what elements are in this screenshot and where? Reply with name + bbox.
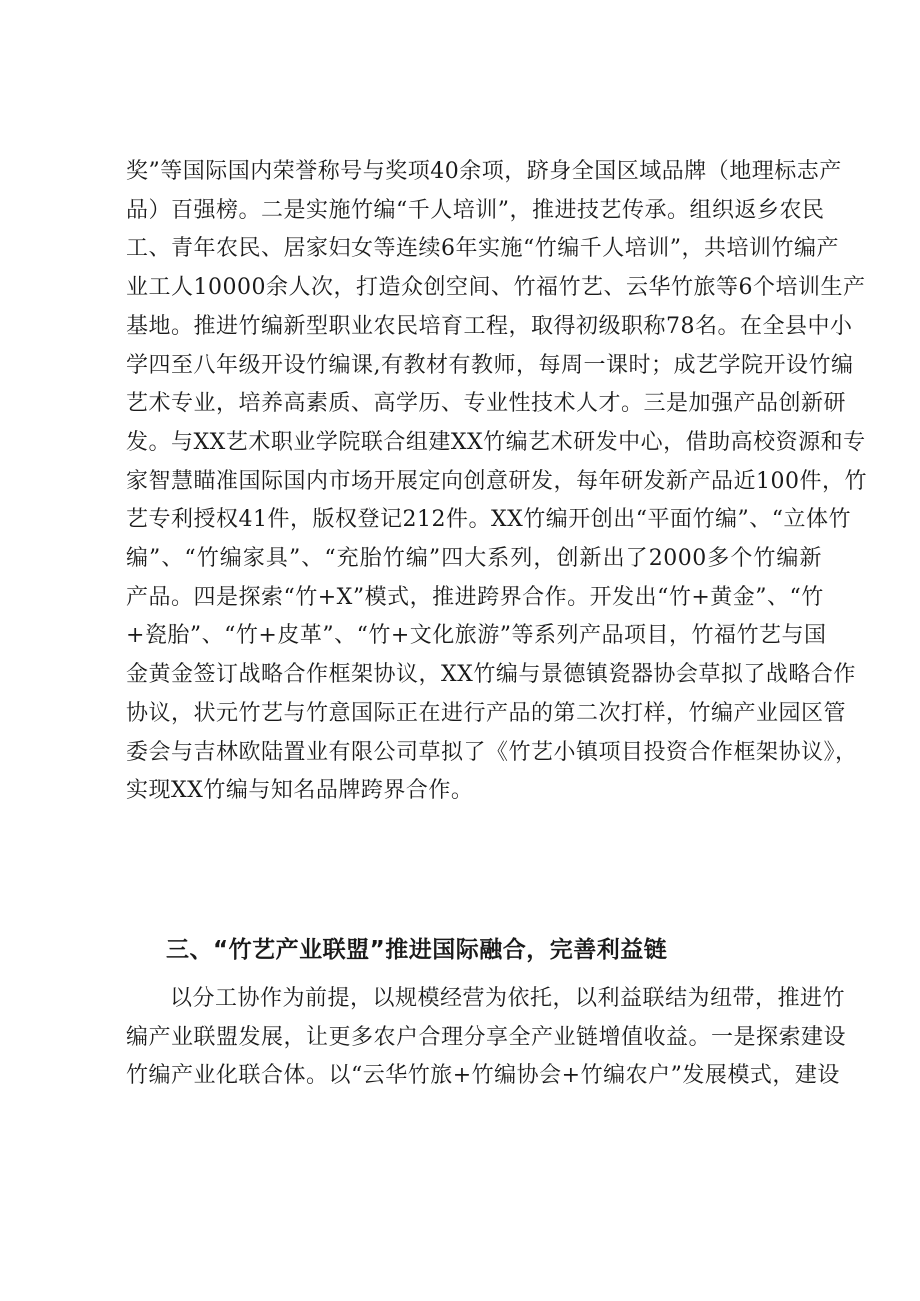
text-line: 金黄金签订战略合作框架协议，XX竹编与景德镇瓷器协会草拟了战略合作 [126, 662, 856, 688]
text-line: +瓷胎”、“竹+皮革”、“竹+文化旅游”等系列产品项目，竹福竹艺与国 [126, 623, 827, 649]
text-line: 工、青年农民、居家妇女等连续6年实施“竹编千人培训”，共培训竹编产 [126, 236, 839, 262]
text-line: 委会与吉林欧陆置业有限公司草拟了《竹艺小镇项目投资合作框架协议》， [126, 739, 858, 765]
text-line: 学四至八年级开设竹编课,有教材有教师，每周一课时；成艺学院开设竹编 [126, 352, 854, 378]
section-heading: 三、“竹艺产业联盟”推进国际融合，完善利益链 [166, 937, 668, 963]
text-line: 业工人10000余人次，打造众创空间、竹福竹艺、云华竹旅等6个培训生产 [126, 275, 866, 301]
text-line: 家智慧瞄准国际国内市场开展定向创意研发，每年研发新产品近100件，竹 [126, 468, 867, 494]
text-line: 以分工协作为前提，以规模经营为依托，以利益联结为纽带，推进竹 [170, 986, 846, 1011]
text-line: 艺术专业，培养高素质、高学历、专业性技术人才。三是加强产品创新研 [126, 391, 847, 417]
text-line: 发。与XX艺术职业学院联合组建XX竹编艺术研发中心，借助高校资源和专 [126, 429, 866, 455]
text-line: 艺专利授权41件，版权登记212件。XX竹编开创出“平面竹编”、“立体竹 [126, 507, 852, 533]
text-line: 产品。四是探索“竹+X”模式，推进跨界合作。开发出“竹+黄金”、“竹 [126, 584, 824, 610]
text-line: 品）百强榜。二是实施竹编“千人培训”，推进技艺传承。组织返乡农民 [126, 197, 825, 223]
text-line: 基地。推进竹编新型职业农民培育工程，取得初级职称78名。在全县中小 [126, 313, 853, 339]
text-line: 实现XX竹编与知名品牌跨界合作。 [126, 778, 474, 804]
text-line: 奖”等国际国内荣誉称号与奖项40余项，跻身全国区域品牌（地理标志产 [126, 159, 842, 184]
text-line: 协议，状元竹艺与竹意国际正在进行产品的第二次打样，竹编产业园区管 [126, 700, 847, 726]
text-line: 编”、“竹编家具”、“充胎竹编”四大系列，创新出了2000多个竹编新 [126, 546, 822, 571]
text-line: 竹编产业化联合体。以“云华竹旅+竹编协会+竹编农户”发展模式，建设 [126, 1063, 840, 1089]
text-line: 编产业联盟发展，让更多农户合理分享全产业链增值收益。一是探索建设 [126, 1024, 847, 1050]
